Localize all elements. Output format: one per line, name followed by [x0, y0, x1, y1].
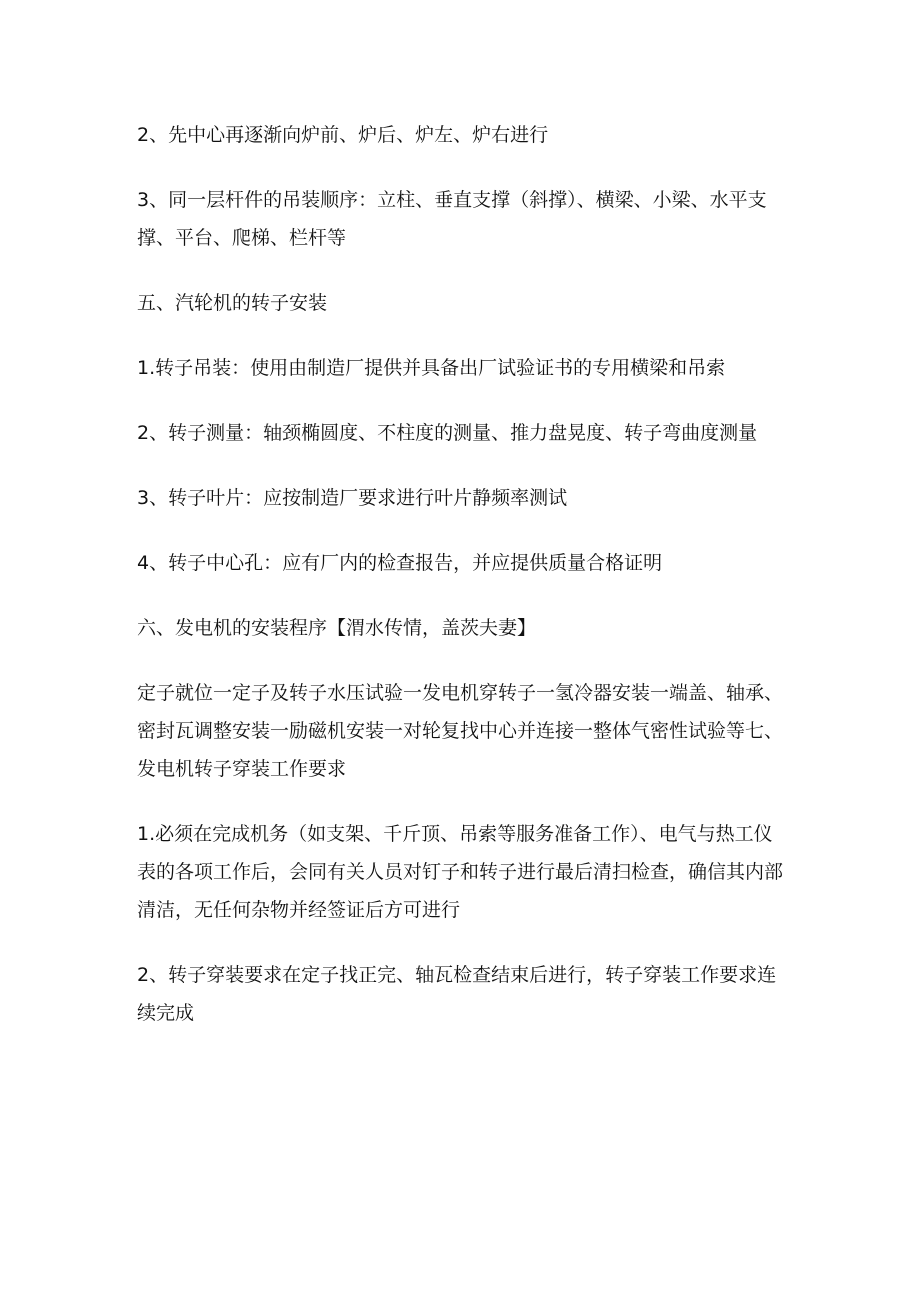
paragraph-rotor-center-bore: 4、转子中心孔：应有厂内的检查报告，并应提供质量合格证明 [137, 552, 663, 574]
paragraph-rotor-insertion-timing: 2、转子穿装要求在定子找正完、轴瓦检查结束后进行，转子穿装工作要求连续完成 [137, 964, 777, 1024]
paragraph-rotor-measurement: 2、转子测量：轴颈椭圆度、不柱度的测量、推力盘晃度、转子弯曲度测量 [137, 422, 758, 444]
paragraph-rotor-insertion-prerequisites: 1.必须在完成机务（如支架、千斤顶、吊索等服务准备工作）、电气与热工仪表的各项工作后，会同有关人员对钉子和转子进行最后清扫检查，确信其内部清洁，无任何杂物并经签证后方可进行 [137, 823, 784, 921]
paragraph-member-lifting-sequence: 3、同一层杆件的吊装顺序：立柱、垂直支撑（斜撑）、横梁、小梁、水平支撑、平台、爬梯、栏杆等 [137, 189, 767, 249]
heading-generator-installation-procedure: 六、发电机的安装程序【渭水传情，盖茨夫妻】 [137, 617, 537, 639]
paragraph-rotor-blades: 3、转子叶片：应按制造厂要求进行叶片静频率测试 [137, 487, 568, 509]
paragraph-rotor-lifting: 1.转子吊装：使用由制造厂提供并具备出厂试验证书的专用横梁和吊索 [137, 357, 726, 379]
paragraph-boiler-lifting-order: 2、先中心再逐渐向炉前、炉后、炉左、炉右进行 [137, 124, 549, 146]
document-body [137, 116, 787, 1059]
heading-turbine-rotor-installation: 五、汽轮机的转子安装 [137, 292, 328, 314]
paragraph-generator-procedure-steps: 定子就位一定子及转子水压试验一发电机穿转子一氢冷器安装一端盖、轴承、密封瓦调整安装一励磁机安装一对轮复找中心并连接一整体气密性试验等七、发电机转子穿装工作要求 [137, 682, 784, 780]
